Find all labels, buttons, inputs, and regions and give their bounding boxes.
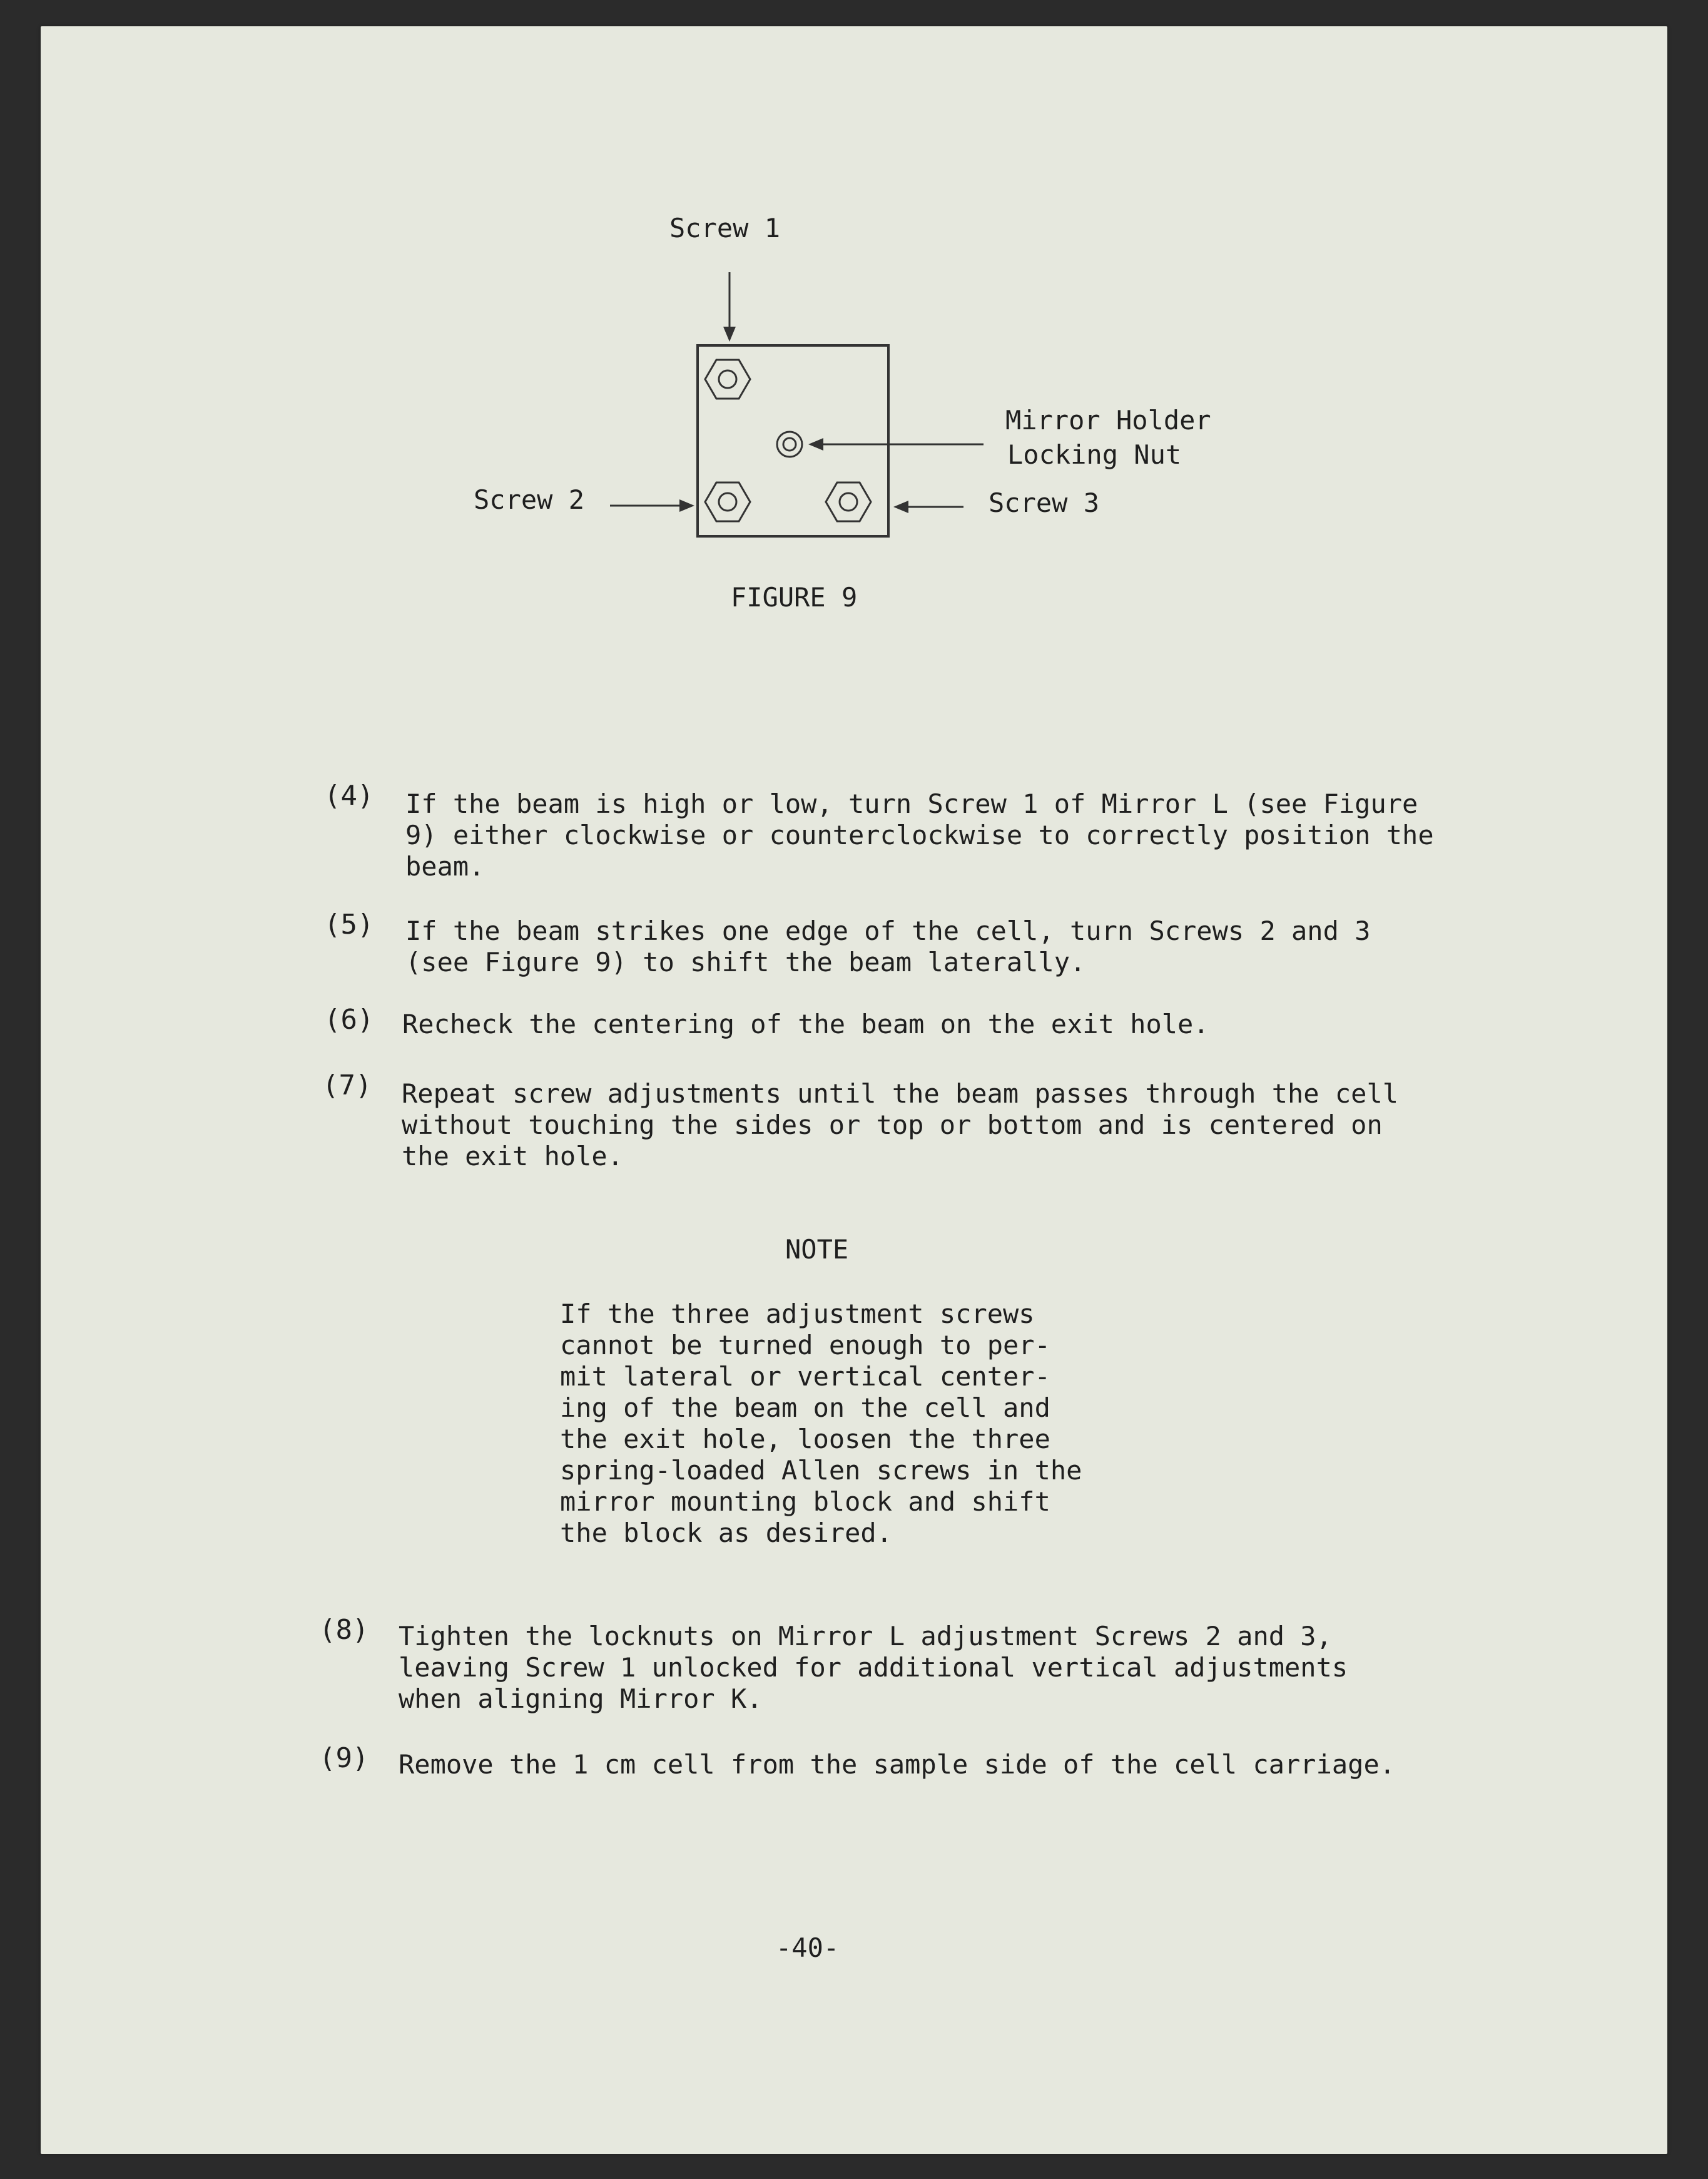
step-text: Tighten the locknuts on Mirror L adjustment Screws 2 and 3, leaving Screw 1 unlocked for additional vertical adjustments when aligning Mirror K.	[399, 1621, 1348, 1714]
screw2-hex-icon	[705, 482, 750, 521]
step-number: (7)	[322, 1069, 372, 1101]
mirror-holder-label-line1: Mirror Holder	[1005, 405, 1211, 436]
step-text: If the beam strikes one edge of the cell, turn Screws 2 and 3 (see Figure 9) to shift the beam laterally.	[405, 916, 1371, 977]
screw1-arrowhead	[723, 327, 736, 342]
screw1-label: Screw 1	[669, 213, 781, 243]
step-number: (6)	[324, 1004, 374, 1036]
screw2-label: Screw 2	[474, 484, 585, 515]
step-text: Repeat screw adjustments until the beam passes through the cell without touching the sides or top or bottom and is centered on the exit hole.	[402, 1078, 1399, 1171]
screw1-hex-icon	[705, 360, 750, 399]
step-text: Remove the 1 cm cell from the sample side of the cell carriage.	[399, 1749, 1396, 1780]
mirror-holder-label-line2: Locking Nut	[1007, 439, 1182, 470]
screw3-hex-icon	[826, 482, 871, 521]
mirror-mount-block	[698, 345, 888, 536]
note-heading: NOTE	[785, 1234, 849, 1265]
screw3-label: Screw 3	[989, 487, 1100, 518]
figure-caption: FIGURE 9	[731, 582, 858, 613]
locking-nut-arrowhead	[808, 438, 823, 451]
locking-nut-icon	[777, 432, 802, 457]
step-text: If the beam is high or low, turn Screw 1 of Mirror L (see Figure 9) either clockwise or counterclockwise to correctly position the beam.	[405, 788, 1434, 882]
screw2-arrowhead	[679, 499, 694, 512]
note-text: If the three adjustment screws cannot be turned enough to per- mit lateral or vertical center- ing of the beam on the cell and the exit hole, loosen the three spring-loaded Allen screws in the mirror mounting block and shift the block as desired.	[560, 1299, 1082, 1548]
step-number: (8)	[319, 1614, 369, 1646]
step-number: (5)	[324, 909, 374, 941]
step-number: (4)	[324, 780, 374, 812]
step-text: Recheck the centering of the beam on the exit hole.	[402, 1009, 1209, 1039]
page-number: -40-	[776, 1932, 840, 1963]
screw3-arrowhead	[893, 501, 908, 513]
step-number: (9)	[319, 1742, 369, 1774]
